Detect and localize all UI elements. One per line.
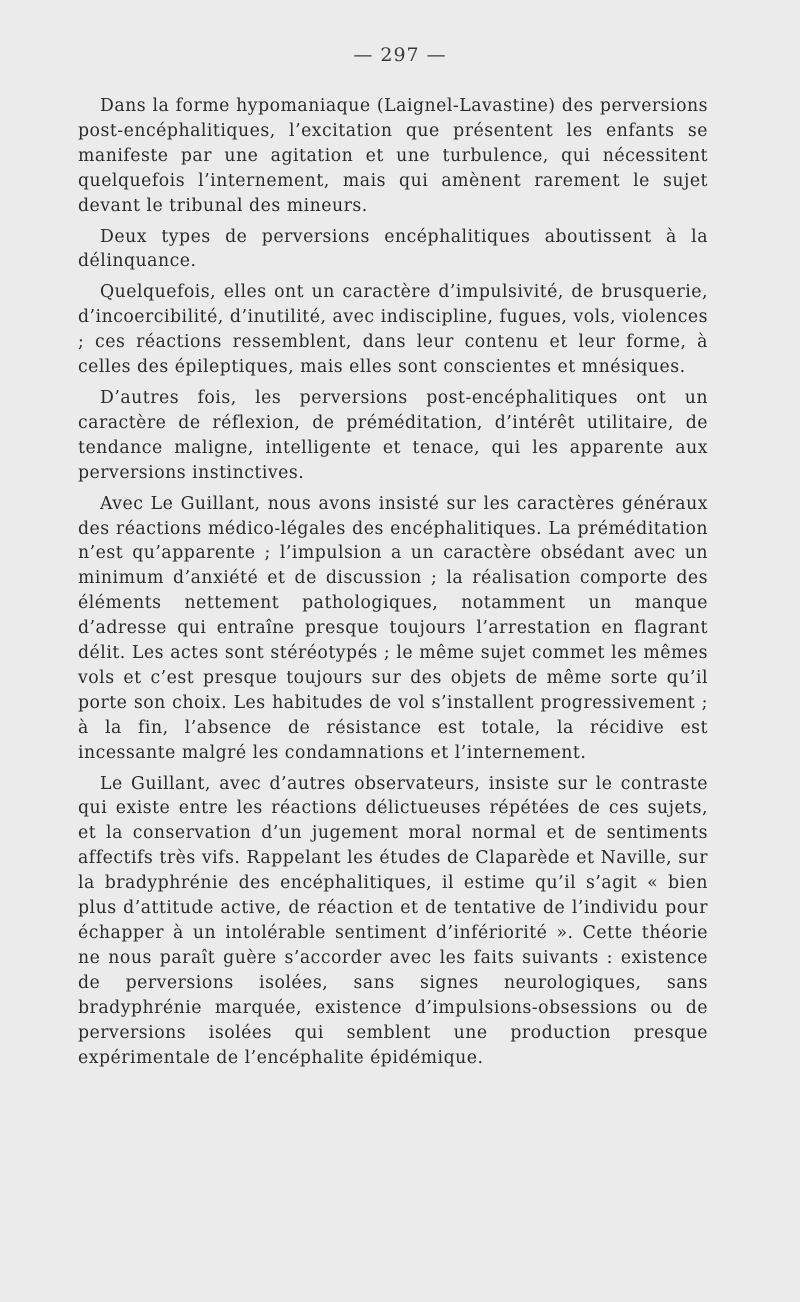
page-number: — 297 — — [353, 44, 447, 66]
paragraph-1: Dans la forme hypomaniaque (Laignel-Lavastine) des perversions post-encéphalitiques, l’excitation que présentent les enfants se manifeste par une agitation et une turbulence, qui nécessitent quelquefois l’internement, mais qui amènent rarement le sujet devant le tribunal des mineurs. — [78, 96, 708, 216]
paragraph-5: Avec Le Guillant, nous avons insisté sur les caractères généraux des réactions médico-légales des encéphalitiques. La préméditation n’est qu’apparente ; l’impulsion a un caractère obsédant avec un minimum d’anxiété et de discussion ; la réalisation comporte des éléments nettement pathologiques, notamment un manque d’adresse qui entraîne presque toujours l’arrestation en flagrant délit. Les actes sont stéréotypés ; le même sujet commet les mêmes vols et c’est presque toujours sur des objets de même sorte qu’il porte son choix. Les habitudes de vol s’installent progressivement ; à la fin, l’absence de résistance est totale, la récidive est incessante malgré les condamnations et l’internement. — [78, 493, 708, 763]
paragraph-2: Deux types de perversions encéphalitiques aboutissent à la délinquance. — [78, 226, 708, 272]
paragraph-6: Le Guillant, avec d’autres observateurs, insiste sur le contraste qui existe entre les réactions délictueuses répétées de ces sujets, et la conservation d’un jugement moral normal et de sentiments affectifs très vifs. Rappelant les études de Claparède et Naville, sur la bradyphrénie des encéphalitiques, il estime qu’il s’agit « bien plus d’attitude active, de réaction et de tentative de l’individu pour échapper à un intolérable sentiment d’infériorité ». Cette théorie ne nous paraît guère s’accorder avec les faits suivants : existence de perversions isolées, sans signes neurologiques, sans bradyphrénie marquée, existence d’impulsions-obsessions ou de perversions isolées qui semblent une production presque expérimentale de l’encéphalite épidémique. — [78, 773, 708, 1068]
paragraph-3: Quelquefois, elles ont un caractère d’impulsivité, de brusquerie, d’incoercibilité, d’inutilité, avec indiscipline, fugues, vols, violences ; ces réactions ressemblent, dans leur contenu et leur forme, à celles des épileptiques, mais elles sont conscientes et mnésiques. — [78, 282, 708, 378]
page-body — [78, 94, 708, 1076]
paragraph-4: D’autres fois, les perversions post-encéphalitiques ont un caractère de réflexion, de préméditation, d’intérêt utilitaire, de tendance maligne, intelligente et tenace, qui les apparente aux perversions instinctives. — [78, 387, 708, 483]
